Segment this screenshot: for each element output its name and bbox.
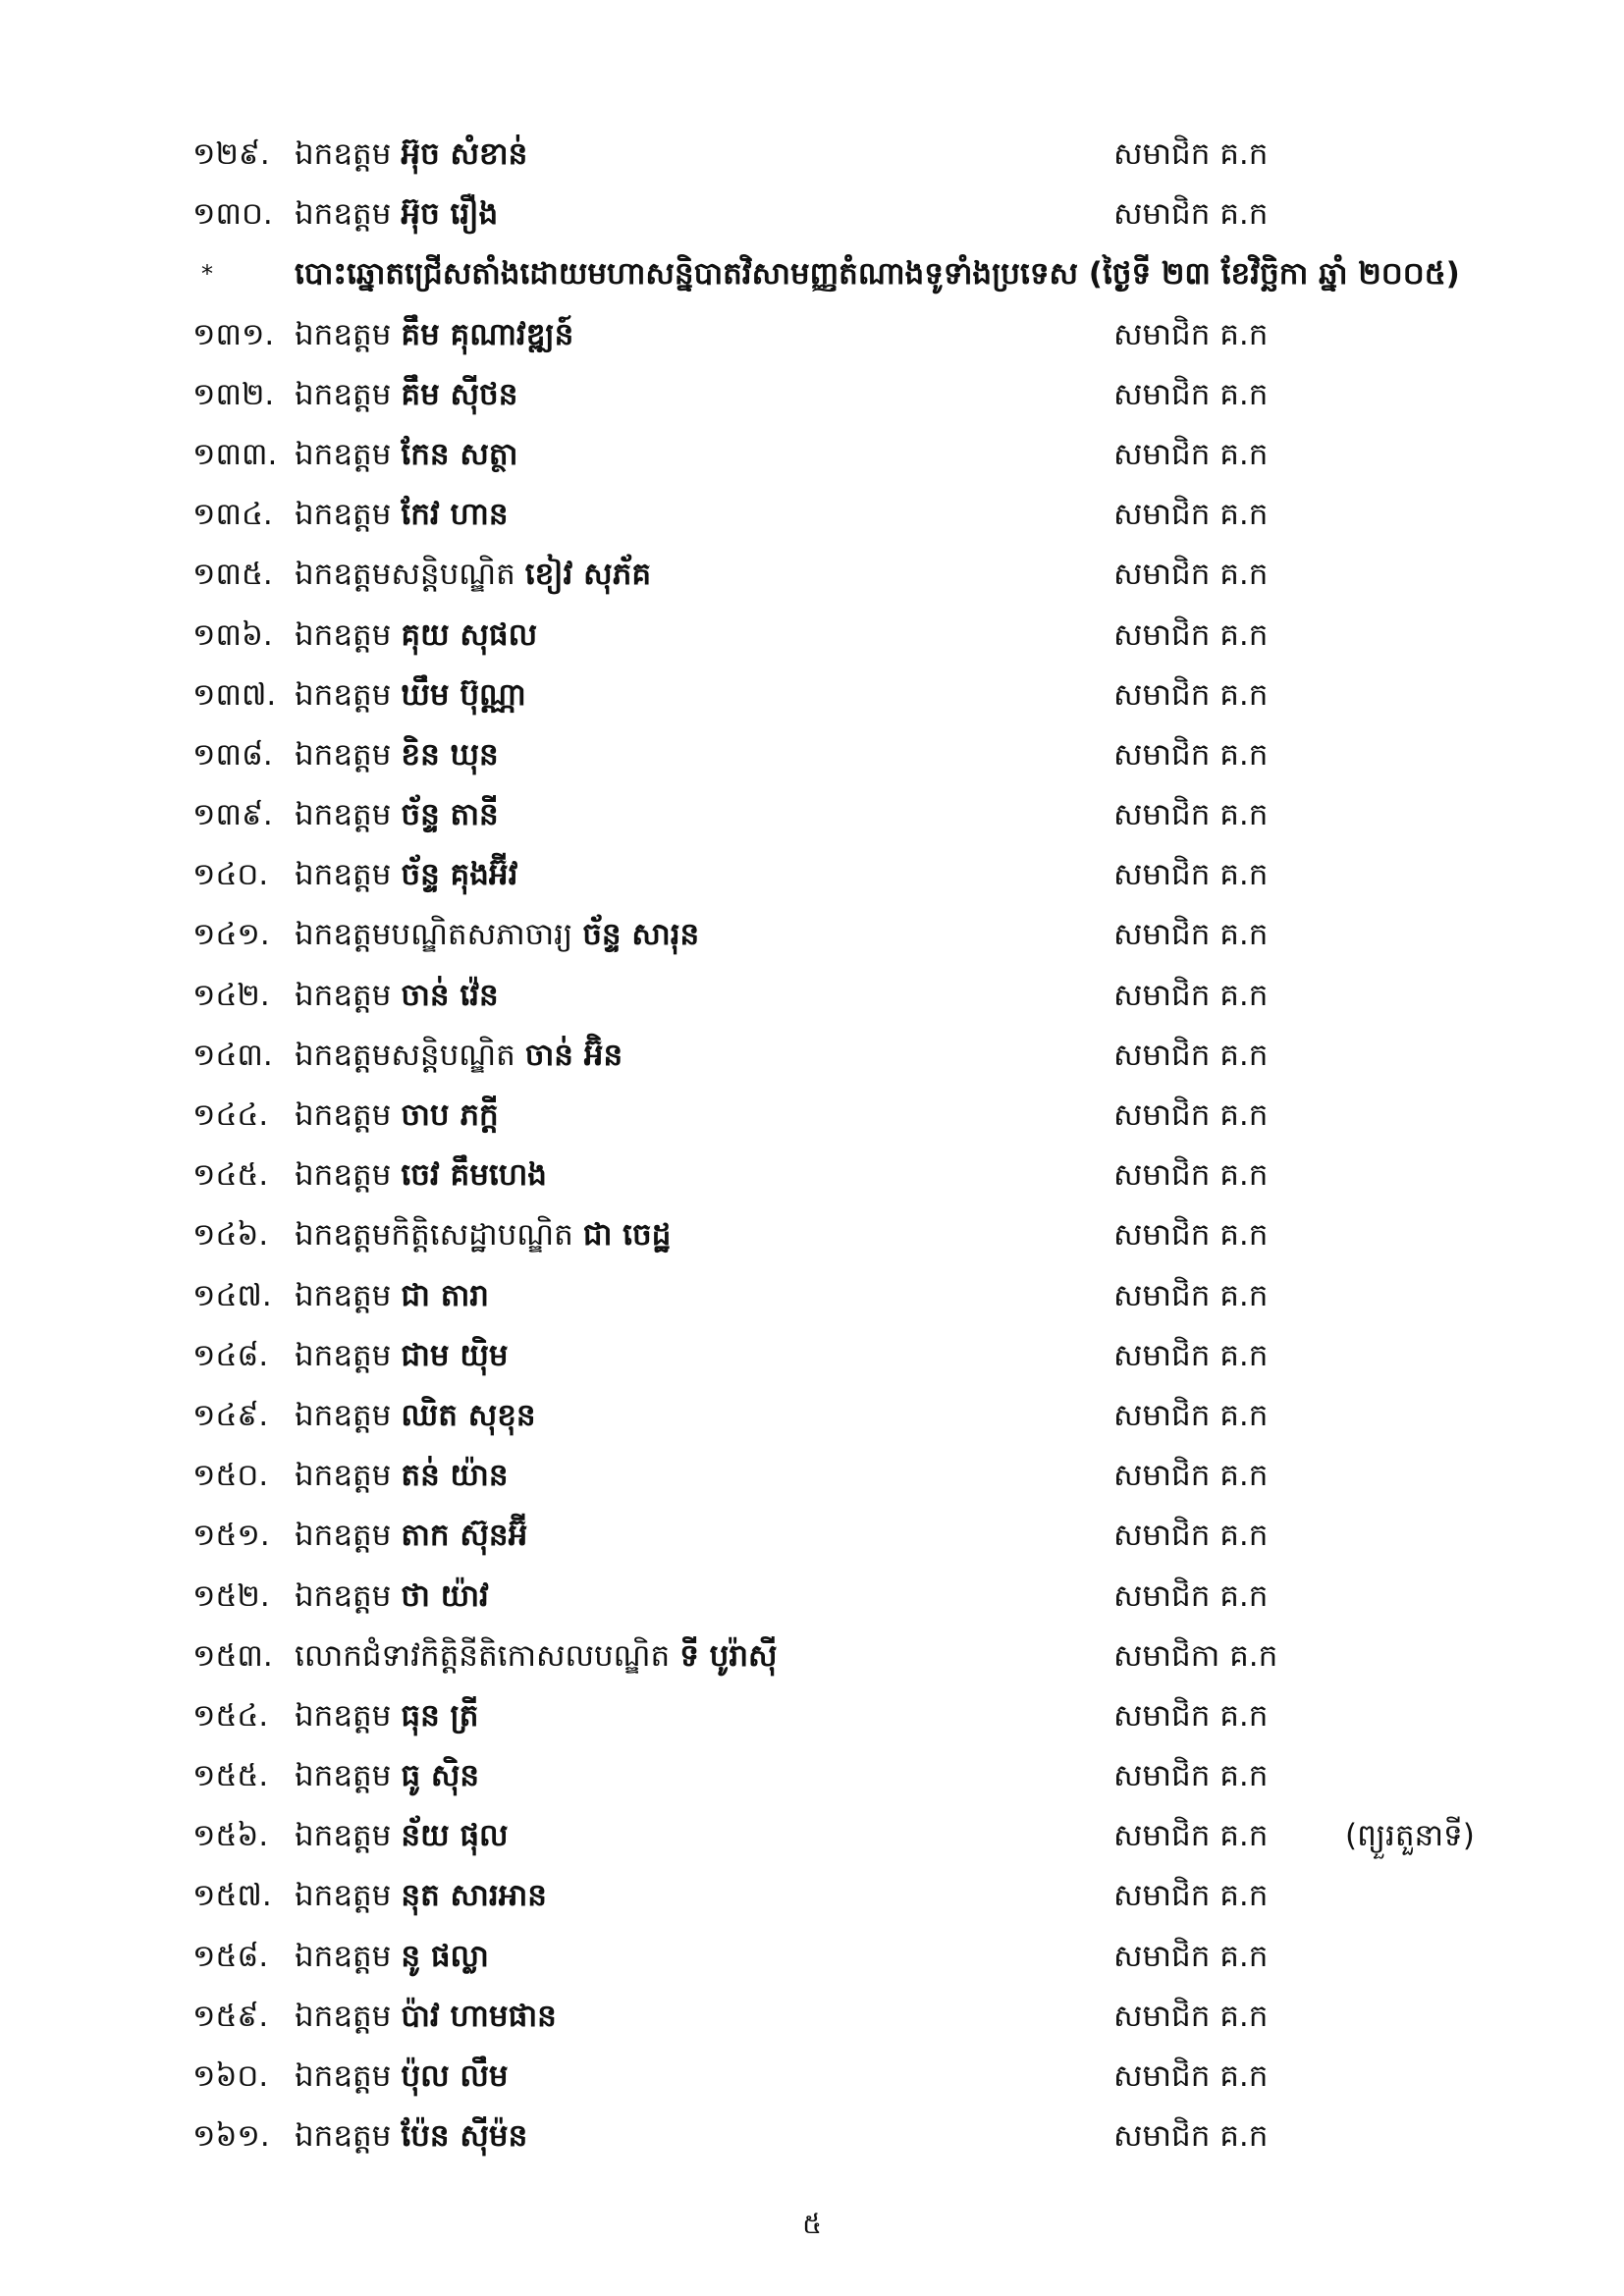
member-role: សមាជិក គ.ក (1113, 977, 1269, 1013)
section-heading: បោះឆ្នោតជ្រើសតាំងដោយមហាសន្និបាតវិសាមញ្ញតំណាងទូទាំងប្រទេស (ថ្ងៃទី ២៣ ខែវិច្ឆិកា ឆ្នាំ ២០០៥) (295, 256, 1460, 293)
list-item (0, 1567, 1624, 1627)
item-number: ១៤១. (192, 917, 270, 953)
item-number: ១៤៧. (192, 1277, 272, 1313)
member-name: ប៉ាវ ហាមផាន (401, 1998, 557, 2034)
member-role: សមាជិក គ.ក (1113, 1518, 1269, 1554)
honorific: ឯកឧត្តម (295, 797, 392, 833)
list-item (0, 1987, 1624, 2047)
list-item (0, 305, 1624, 365)
list-item (0, 1686, 1624, 1746)
member-name: ខិន ឃុន (401, 736, 499, 773)
member-name: តន់ យ៉ាន (401, 1458, 509, 1494)
honorific: ឯកឧត្តម (295, 1697, 392, 1734)
member-note: (ព្យួរតួនាទី) (1345, 1818, 1475, 1854)
member-role: សមាជិក គ.ក (1113, 1577, 1269, 1614)
list-item (0, 1746, 1624, 1806)
member-role: សមាជិក គ.ក (1113, 1217, 1269, 1254)
member-name-line (295, 305, 573, 365)
member-role: សមាជិក គ.ក (1113, 1938, 1269, 1974)
item-number: ១៤២. (192, 977, 270, 1013)
member-name: គឹម គុណាវឌ្ឍន៍ (401, 316, 574, 352)
item-number: ១៥៥. (192, 1758, 269, 1794)
honorific: ឯកឧត្តមបណ្ឌិតសភាចារ្យ (295, 917, 573, 953)
honorific: លោកជំទាវកិត្តិនីតិកោសលបណ្ឌិត (295, 1637, 671, 1674)
member-name: នូ ផល្លា (401, 1938, 489, 1974)
member-name: ប៉ែន ស៊ីម៉ន (401, 2118, 528, 2155)
member-name-line (295, 545, 651, 605)
member-name: ជា ចេដ្ឋ (582, 1217, 672, 1254)
member-role: សមាជិក គ.ក (1113, 557, 1269, 593)
list-item (0, 1205, 1624, 1265)
honorific: ឯកឧត្តម (295, 1938, 392, 1974)
member-name: តាក ស៊ុនអ៊ី (401, 1518, 528, 1554)
section-marker: * (201, 260, 213, 289)
member-name-line (295, 2107, 527, 2166)
list-item (0, 1806, 1624, 1866)
member-name-line (295, 725, 499, 785)
member-name-line (295, 1686, 478, 1746)
member-role: សមាជិក គ.ក (1113, 497, 1269, 533)
honorific: ឯកឧត្តម (295, 616, 392, 653)
item-number: ១៤៩. (192, 1397, 269, 1433)
member-role: សមាជិក គ.ក (1113, 376, 1269, 412)
list-item (0, 1866, 1624, 1926)
member-name-line (295, 785, 499, 845)
honorific: ឯកឧត្តម (295, 136, 392, 172)
honorific: ឯកឧត្តម (295, 1577, 392, 1614)
list-item (0, 785, 1624, 845)
member-role: សមាជិក គ.ក (1113, 1697, 1269, 1734)
member-name: ឈិត សុខុន (401, 1397, 536, 1433)
member-name: នុត សារអាន (401, 1878, 547, 1914)
honorific: ឯកឧត្តម (295, 497, 392, 533)
member-list-after (0, 305, 1624, 2167)
honorific: ឯកឧត្តម (295, 196, 392, 233)
list-item (0, 966, 1624, 1026)
member-role: សមាជិក គ.ក (1113, 436, 1269, 472)
member-name-line (295, 2047, 509, 2107)
item-number: ១៦០. (192, 2058, 269, 2094)
member-name-line (295, 1205, 671, 1265)
honorific: ឯកឧត្តម (295, 2118, 392, 2155)
list-item (0, 666, 1624, 725)
member-role: សមាជិក គ.ក (1113, 196, 1269, 233)
honorific: ឯកឧត្តម (295, 676, 392, 713)
member-role: សមាជិក គ.ក (1113, 2118, 1269, 2155)
honorific: ឯកឧត្តម (295, 857, 392, 893)
item-number: ១៥៨. (192, 1938, 269, 1974)
member-role: សមាជិក គ.ក (1113, 797, 1269, 833)
member-name-line (295, 1026, 623, 1086)
item-number: ១៥២. (192, 1577, 270, 1614)
member-name: ច័ន្ទ តានី (401, 797, 499, 833)
honorific: ឯកឧត្តម (295, 1818, 392, 1854)
member-name: ទី បូរ៉ាស៊ី (679, 1637, 778, 1674)
member-name-line (295, 905, 699, 965)
list-item (0, 1386, 1624, 1446)
honorific: ឯកឧត្តម (295, 1518, 392, 1554)
member-name: ថា យ៉ាវ (401, 1577, 489, 1614)
list-item (0, 845, 1624, 905)
member-role: សមាជិក គ.ក (1113, 1818, 1269, 1854)
honorific: ឯកឧត្តម (295, 1097, 392, 1133)
item-number: ១៤៣. (192, 1037, 273, 1073)
member-role: សមាជិក គ.ក (1113, 857, 1269, 893)
honorific: ឯកឧត្តម (295, 1878, 392, 1914)
member-role: សមាជិក គ.ក (1113, 2058, 1269, 2094)
member-name-line (295, 1627, 778, 1686)
member-name-line (295, 365, 517, 425)
member-name-line (295, 966, 499, 1026)
member-name: ន័យ ផុល (401, 1818, 509, 1854)
member-name-line (295, 1927, 489, 1987)
list-item (0, 1026, 1624, 1086)
member-name-line (295, 425, 517, 485)
list-item (0, 1446, 1624, 1506)
member-role: សមាជិក គ.ក (1113, 1998, 1269, 2034)
member-name: កែវ ហាន (401, 497, 509, 533)
member-name-line (295, 1446, 509, 1506)
member-role: សមាជិក គ.ក (1113, 1458, 1269, 1494)
member-name-line (295, 1746, 479, 1806)
list-item (0, 1086, 1624, 1146)
list-item (0, 1146, 1624, 1205)
item-number: ១៥៤. (192, 1697, 269, 1734)
honorific: ឯកឧត្តម (295, 436, 392, 472)
member-name: ធុន ត្រី (401, 1697, 479, 1734)
item-number: ១៣០. (192, 196, 273, 233)
honorific: ឯកឧត្តម (295, 2058, 392, 2094)
list-item (0, 905, 1624, 965)
honorific: ឯកឧត្តម (295, 977, 392, 1013)
member-name: ជាម យ៉ិម (401, 1337, 509, 1373)
member-role: សមាជិក គ.ក (1113, 616, 1269, 653)
section-heading-row (0, 244, 1624, 304)
honorific: ឯកឧត្តម (295, 376, 392, 412)
honorific: ឯកឧត្តម (295, 1277, 392, 1313)
list-item (0, 1927, 1624, 1987)
member-name-line (295, 1146, 547, 1205)
member-role: សមាជិក គ.ក (1113, 1758, 1269, 1794)
member-role: សមាជិក គ.ក (1113, 1097, 1269, 1133)
item-number: ១៣៤. (192, 497, 273, 533)
member-name: ធូ ស៊ិន (401, 1758, 480, 1794)
list-item (0, 1627, 1624, 1686)
item-number: ១៤៨. (192, 1337, 269, 1373)
item-number: ១៣១. (192, 316, 275, 352)
member-name: គឹម ស៊ីថន (401, 376, 518, 412)
honorific: ឯកឧត្តម (295, 1998, 392, 2034)
member-role: សមាជិក គ.ក (1113, 1397, 1269, 1433)
member-role: សមាជិកា គ.ក (1113, 1637, 1278, 1674)
member-name: ជា តារា (401, 1277, 489, 1313)
member-name-line (295, 1506, 527, 1566)
member-name: ចាន់ វ៉េន (401, 977, 499, 1013)
item-number: ១៣៨. (192, 736, 273, 773)
member-name: ចាន់ អ៊ិន (524, 1037, 623, 1073)
member-role: សមាជិក គ.ក (1113, 1157, 1269, 1194)
list-item (0, 2047, 1624, 2107)
member-role: សមាជិក គ.ក (1113, 1337, 1269, 1373)
honorific: ឯកឧត្តមសន្តិបណ្ឌិត (295, 1037, 515, 1073)
honorific: ឯកឧត្តមកិត្តិសេដ្ឋាបណ្ឌិត (295, 1217, 573, 1254)
list-item (0, 185, 1624, 244)
list-item (0, 1506, 1624, 1566)
list-item (0, 2107, 1624, 2166)
item-number: ១៥៩. (192, 1998, 269, 2034)
member-role: សមាជិក គ.ក (1113, 676, 1269, 713)
item-number: ១៤៥. (192, 1157, 269, 1194)
member-list (0, 125, 1624, 2166)
member-name-line (295, 1567, 489, 1627)
item-number: ១៣៥. (192, 557, 273, 593)
member-name: ប៉ុល លឹម (401, 2058, 509, 2094)
honorific: ឯកឧត្តម (295, 1458, 392, 1494)
item-number: ១៥៦. (192, 1818, 269, 1854)
honorific: ឯកឧត្តម (295, 1337, 392, 1373)
member-name-line (295, 1866, 547, 1926)
member-name-line (295, 845, 517, 905)
item-number: ១៣៧. (192, 676, 277, 713)
member-role: សមាជិក គ.ក (1113, 316, 1269, 352)
item-number: ១៥៣. (192, 1637, 273, 1674)
list-item (0, 485, 1624, 545)
item-number: ១៣៩. (192, 797, 273, 833)
honorific: ឯកឧត្តម (295, 316, 392, 352)
member-role: សមាជិក គ.ក (1113, 1037, 1269, 1073)
member-name: ច័ន្ទ គុងអ៊ីវ (401, 857, 518, 893)
item-number: ១៤០. (192, 857, 269, 893)
member-name-line (295, 1806, 509, 1866)
member-name: អ៊ុច សំខាន់ (401, 136, 528, 172)
list-item (0, 1266, 1624, 1326)
member-name: ចេវ គឹមហេង (401, 1157, 547, 1194)
list-item (0, 425, 1624, 485)
member-name: គុយ សុផល (401, 616, 538, 653)
member-name: ចាប ភក្តី (401, 1097, 499, 1133)
member-name: ច័ន្ទ សារុន (582, 917, 700, 953)
member-role: សមាជិក គ.ក (1113, 736, 1269, 773)
member-name: ឃឹម ប៊ុណ្ណា (401, 676, 526, 713)
list-item (0, 365, 1624, 425)
list-item (0, 606, 1624, 666)
honorific: ឯកឧត្តម (295, 1157, 392, 1194)
member-name: កែន សត្ថា (401, 436, 518, 472)
member-name-line (295, 185, 498, 244)
item-number: ១៦១. (192, 2118, 270, 2155)
member-name-line (295, 1086, 499, 1146)
item-number: ១៥៧. (192, 1878, 272, 1914)
honorific: ឯកឧត្តមសន្តិបណ្ឌិត (295, 557, 515, 593)
member-name-line (295, 606, 537, 666)
list-item (0, 545, 1624, 605)
item-number: ១៣២. (192, 376, 275, 412)
member-name-line (295, 485, 509, 545)
member-name-line (295, 666, 526, 725)
honorific: ឯកឧត្តម (295, 1758, 392, 1794)
member-role: សមាជិក គ.ក (1113, 136, 1269, 172)
honorific: ឯកឧត្តម (295, 736, 392, 773)
member-role: សមាជិក គ.ក (1113, 917, 1269, 953)
list-item (0, 725, 1624, 785)
item-number: ១៥១. (192, 1518, 270, 1554)
member-name-line (295, 1987, 557, 2047)
member-role: សមាជិក គ.ក (1113, 1277, 1269, 1313)
item-number: ១៤៦. (192, 1217, 269, 1254)
list-item (0, 125, 1624, 185)
item-number: ១៣៣. (192, 436, 278, 472)
item-number: ១៥០. (192, 1458, 269, 1494)
page-number: ៥ (802, 2208, 822, 2240)
member-name-line (295, 1326, 509, 1386)
member-name-line (295, 1266, 489, 1326)
member-name-line (295, 1386, 536, 1446)
member-role: សមាជិក គ.ក (1113, 1878, 1269, 1914)
item-number: ១២៩. (192, 136, 270, 172)
item-number: ១៣៦. (192, 616, 273, 653)
member-name: ខៀវ សុភ័គ (524, 557, 652, 593)
item-number: ១៤៤. (192, 1097, 269, 1133)
member-name: អ៊ុច រឿង (401, 196, 499, 233)
list-item (0, 1326, 1624, 1386)
member-name-line (295, 125, 527, 185)
honorific: ឯកឧត្តម (295, 1397, 392, 1433)
